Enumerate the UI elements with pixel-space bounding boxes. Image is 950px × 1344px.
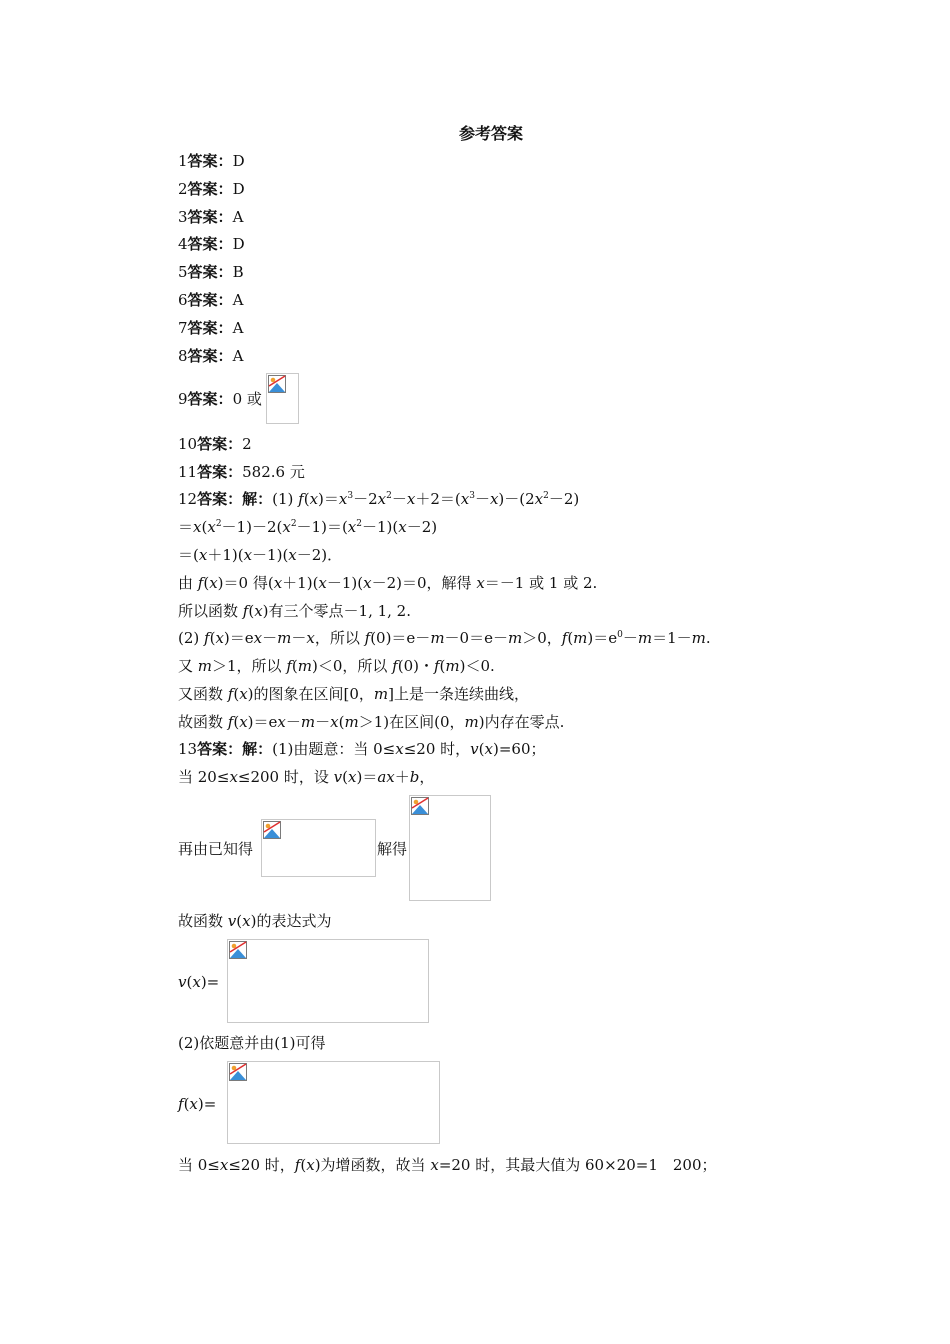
answer-13-part2: (2)依题意并由(1)可得	[178, 1034, 326, 1052]
answer-13-f-eq: f(x)=	[178, 1095, 217, 1113]
answer-label: 答案：	[187, 235, 233, 253]
answer-13-line-2: 当 20≤x≤200 时，设 v(x)＝ax＋b，	[178, 768, 435, 786]
answer-12-line-3: ＝(x＋1)(x－1)(x－2)．	[178, 546, 343, 564]
broken-image-q9	[266, 373, 299, 424]
broken-image-known	[261, 819, 376, 877]
answer-label: 答案：	[187, 152, 233, 170]
broken-image-icon	[229, 941, 247, 959]
answer-value: A	[232, 347, 244, 365]
answer-3	[178, 207, 243, 227]
broken-image-solve	[409, 795, 491, 901]
answer-4	[178, 234, 245, 254]
answer-12-line-2: $=x(x^2-1)-2(x^2-1)=(x^2-1)(x-2)$	[178, 518, 438, 536]
answer-label: 答案：	[187, 291, 233, 309]
answer-10: 10答案：2	[178, 435, 252, 453]
answer-number: 2	[178, 180, 188, 198]
broken-image-v	[227, 939, 429, 1023]
answer-13-solve-label: 解得	[377, 840, 408, 858]
answer-value: A	[232, 208, 244, 226]
answer-label: 答案：	[187, 319, 233, 337]
answer-13-known-label: 再由已知得	[178, 840, 254, 858]
answer-13-last-line: 当 0≤x≤20 时，f(x)为增函数，故当 x=20 时，其最大值为 60×20=1 200；	[178, 1156, 717, 1174]
answer-number: 3	[178, 208, 188, 226]
answer-12-line-7: 又 m＞1，所以 f(m)＜0，所以 f(0)・f(m)＜0.	[178, 657, 495, 675]
answer-number: 4	[178, 235, 188, 253]
answer-12-line-5: 所以函数 f(x)有三个零点－1, 1, 2.	[178, 602, 411, 620]
answer-13-v-eq: v(x)=	[178, 973, 220, 991]
answer-number: 6	[178, 291, 188, 309]
answer-number: 5	[178, 263, 188, 281]
answer-number: 1	[178, 152, 188, 170]
broken-image-icon	[268, 375, 286, 393]
answer-number: 8	[178, 347, 188, 365]
answer-label: 答案：	[187, 208, 233, 226]
answer-7	[178, 318, 243, 338]
answer-label: 答案：	[187, 180, 233, 198]
answer-12-line-6: (2) f(x)＝ex－m－x，所以 f(0)＝e－m－0＝e－m＞0，$f(m)=e^0-m=1-m$.	[178, 629, 711, 647]
answer-label: 答案：	[187, 347, 233, 365]
answer-12-line-8: 又函数 f(x)的图象在区间[0，m]上是一条连续曲线，	[178, 685, 530, 703]
answer-value: D	[232, 180, 245, 198]
answer-label: 答案：	[187, 263, 233, 281]
answer-2	[178, 179, 245, 199]
answer-8	[178, 346, 243, 366]
answer-12-line-1: 12答案：解：(1) $f(x)=x^3-2x^2-x+2=(x^3-x)-(2x^2-2)$	[178, 490, 580, 508]
broken-image-icon	[263, 821, 281, 839]
answer-13-line-1: 13答案：解：(1)由题意：当 0≤x≤20 时，v(x)=60；	[178, 740, 546, 758]
answer-value: A	[232, 291, 244, 309]
page-title: 参考答案	[458, 124, 523, 143]
answer-value: D	[232, 152, 245, 170]
answer-12-line-9: 故函数 f(x)＝ex－m－x(m＞1)在区间(0，m)内存在零点.	[178, 713, 565, 731]
answer-value: A	[232, 319, 244, 337]
answer-12-line-4: 由 f(x)＝0 得(x＋1)(x－1)(x－2)＝0，解得 x＝－1 或 1 或 2.	[178, 574, 598, 592]
answer-1	[178, 151, 245, 171]
answer-13-expr-line: 故函数 v(x)的表达式为	[178, 912, 332, 930]
answer-6	[178, 290, 243, 310]
broken-image-icon	[229, 1063, 247, 1081]
answer-value: B	[232, 263, 244, 281]
broken-image-icon	[411, 797, 429, 815]
answer-number: 7	[178, 319, 188, 337]
answer-11: 11答案：582.6 元	[178, 463, 305, 481]
answer-9: 9答案：0 或	[178, 390, 262, 408]
answer-5	[178, 262, 244, 282]
broken-image-f	[227, 1061, 440, 1144]
answer-value: D	[232, 235, 245, 253]
